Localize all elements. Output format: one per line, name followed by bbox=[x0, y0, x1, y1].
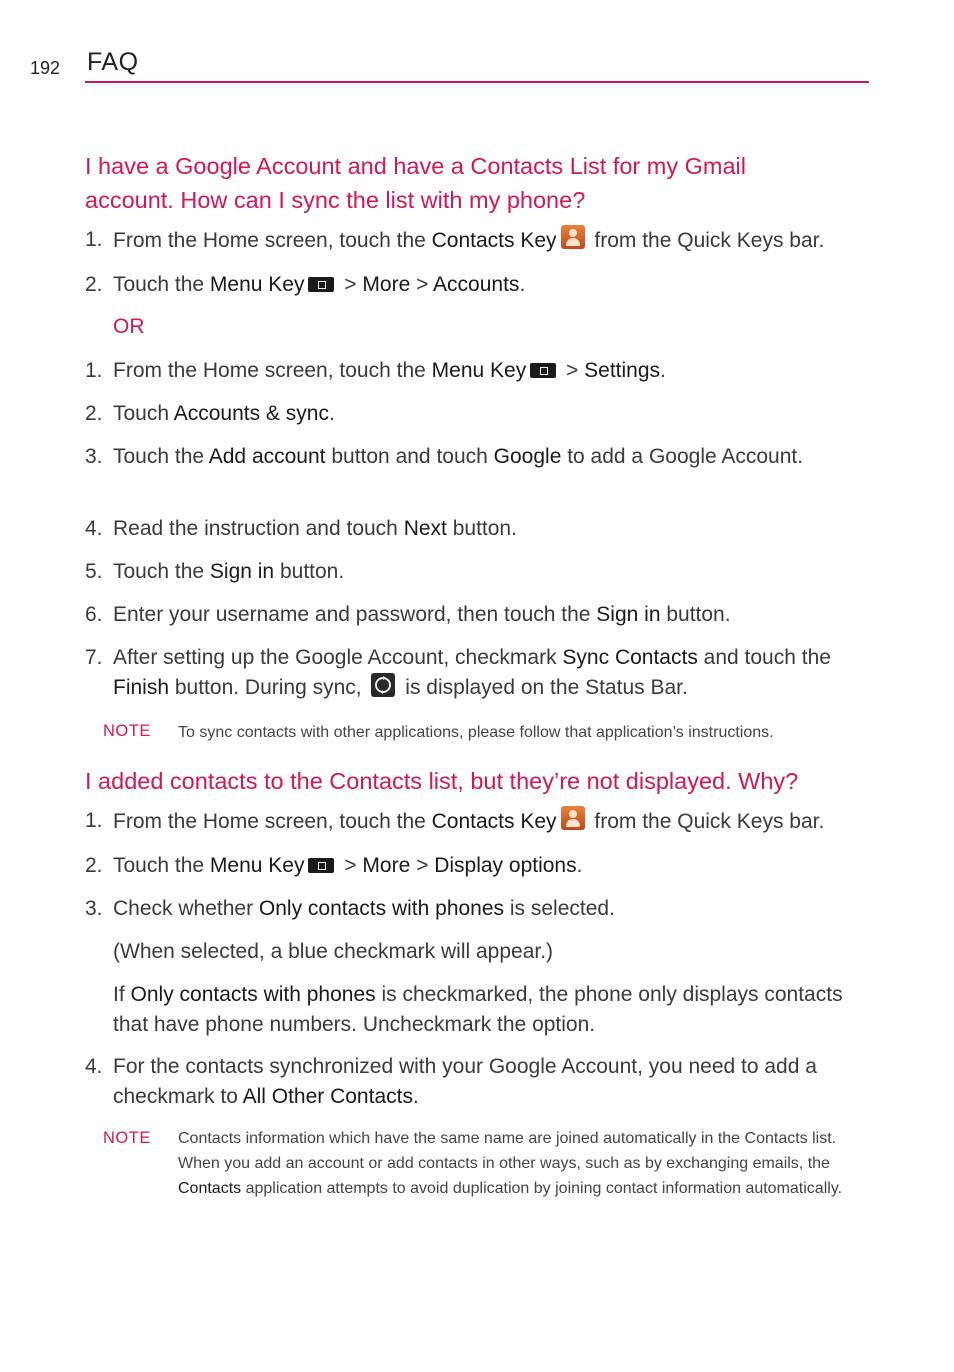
step-note: If Only contacts with phones is checkmarked, the phone only displays contacts that have phone numbers. Uncheckmark the option. bbox=[113, 983, 843, 1036]
step-text: After setting up the Google Account, checkmark Sync Contacts and touch the Finish button. During sync, is displayed on the Status Bar. bbox=[113, 646, 831, 699]
step-text: From the Home screen, touch the Contacts Key from the Quick Keys bar. bbox=[113, 225, 875, 256]
or-separator: OR bbox=[113, 315, 145, 338]
note-label: NOTE bbox=[103, 1129, 151, 1147]
menu-key-icon bbox=[308, 858, 334, 873]
step-text: Touch the Add account button and touch Google to add a Google Account. bbox=[113, 445, 804, 468]
step-text: Touch the Sign in button. bbox=[113, 560, 345, 583]
step-number: 1. bbox=[85, 359, 103, 382]
step-text: From the Home screen, touch the Menu Key > Settings. bbox=[113, 359, 666, 382]
step-number: 2. bbox=[85, 273, 103, 296]
step-text: Touch the Menu Key > More > Display options. bbox=[113, 854, 583, 877]
step-text: Enter your username and password, then touch the Sign in button. bbox=[113, 603, 731, 626]
step-number: 5. bbox=[85, 560, 103, 583]
menu-key-icon bbox=[530, 363, 556, 378]
section-title: FAQ bbox=[87, 48, 139, 76]
note-label: NOTE bbox=[103, 722, 151, 740]
step-number: 4. bbox=[85, 517, 103, 540]
step-note: (When selected, a blue checkmark will appear.) bbox=[113, 940, 554, 963]
step-text: Touch Accounts & sync. bbox=[113, 402, 335, 425]
step-text: Read the instruction and touch Next button. bbox=[113, 517, 517, 540]
note-text: Contacts information which have the same name are joined automatically in the Contacts list. When you add an account or add contacts in other ways, such as by exchanging emails, the Contacts application attempts to avoid duplication by joining contact information automatically. bbox=[178, 1130, 843, 1197]
question-line: account. How can I sync the list with my phone? bbox=[85, 187, 586, 213]
step-number: 3. bbox=[85, 897, 103, 920]
step-text: For the contacts synchronized with your Google Account, you need to add a checkmark to All Other Contacts. bbox=[113, 1055, 817, 1108]
step-number: 2. bbox=[85, 854, 103, 877]
step-text: Check whether Only contacts with phones is selected. bbox=[113, 897, 615, 920]
header-divider bbox=[85, 81, 869, 83]
contacts-key-icon bbox=[561, 806, 585, 830]
menu-key-icon bbox=[308, 277, 334, 292]
question-line: I have a Google Account and have a Contacts List for my Gmail bbox=[85, 153, 746, 179]
step-text: From the Home screen, touch the Contacts Key from the Quick Keys bar. bbox=[113, 806, 875, 837]
step-number: 4. bbox=[85, 1055, 103, 1078]
question-heading-sync bbox=[85, 149, 746, 217]
question-heading-display: I added contacts to the Contacts list, but they’re not displayed. Why? bbox=[85, 768, 799, 794]
step-number: 3. bbox=[85, 445, 103, 468]
note-text: To sync contacts with other applications, please follow that application’s instructions. bbox=[178, 724, 774, 741]
step-number: 2. bbox=[85, 402, 103, 425]
contacts-key-icon bbox=[561, 225, 585, 249]
page-number: 192 bbox=[30, 58, 61, 78]
step-number: 1. bbox=[85, 809, 103, 832]
step-number: 1. bbox=[85, 228, 103, 251]
step-number: 6. bbox=[85, 603, 103, 626]
step-text: Touch the Menu Key > More > Accounts. bbox=[113, 273, 526, 296]
step-number: 7. bbox=[85, 646, 103, 669]
sync-status-icon bbox=[371, 673, 395, 697]
